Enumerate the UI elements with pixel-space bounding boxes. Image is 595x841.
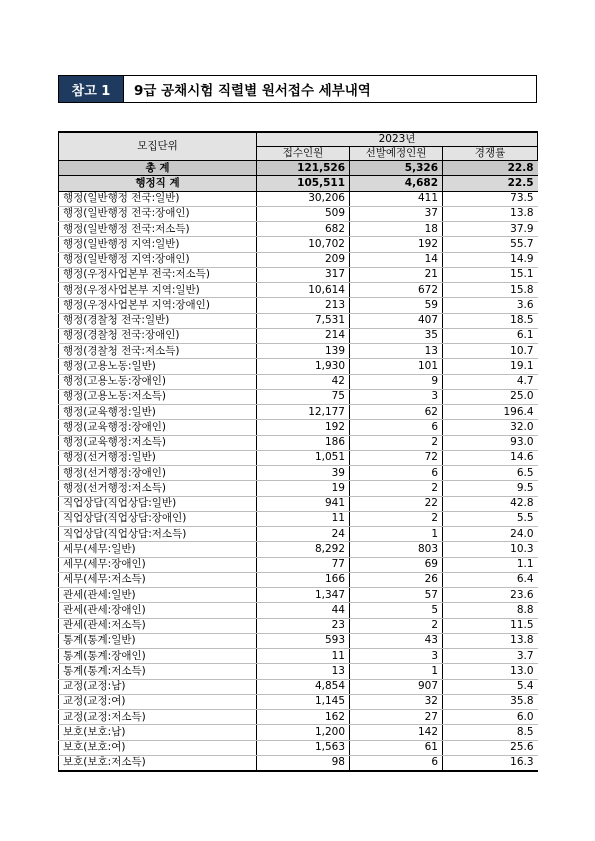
table-row — [59, 542, 538, 557]
unit-name-cell: 직업상담(직업상담:저소득) — [59, 527, 257, 542]
rate-cell: 6.1 — [443, 328, 538, 343]
planned-cell: 3 — [350, 649, 443, 664]
planned-cell: 59 — [350, 298, 443, 313]
applicants-cell: 30,206 — [257, 191, 350, 206]
rate-cell: 25.0 — [443, 389, 538, 404]
planned-cell: 907 — [350, 679, 443, 694]
rate-cell: 93.0 — [443, 435, 538, 450]
table-row — [59, 511, 538, 526]
unit-name-cell: 통계(통계:장애인) — [59, 649, 257, 664]
rate-cell: 42.8 — [443, 496, 538, 511]
rate-cell: 14.9 — [443, 252, 538, 267]
unit-name-cell: 교정(교정:남) — [59, 679, 257, 694]
table-row — [59, 328, 538, 343]
table-row — [59, 588, 538, 603]
rate-cell: 9.5 — [443, 481, 538, 496]
planned-cell: 72 — [350, 450, 443, 465]
rate-cell: 32.0 — [443, 420, 538, 435]
applicants-cell: 39 — [257, 466, 350, 481]
total-row — [59, 161, 538, 176]
applicants-cell: 10,614 — [257, 283, 350, 298]
planned-cell: 2 — [350, 481, 443, 496]
unit-name-cell: 보호(보호:남) — [59, 725, 257, 740]
table-row — [59, 664, 538, 679]
applicants-cell: 7,531 — [257, 313, 350, 328]
unit-name-cell: 행정(경찰청 전국:저소득) — [59, 344, 257, 359]
applicants-cell: 42 — [257, 374, 350, 389]
planned-cell: 2 — [350, 435, 443, 450]
applicants-cell: 10,702 — [257, 237, 350, 252]
table-row — [59, 755, 538, 771]
rate-cell: 37.9 — [443, 222, 538, 237]
rate-cell: 1.1 — [443, 557, 538, 572]
rate-cell: 6.4 — [443, 572, 538, 587]
planned-cell: 43 — [350, 633, 443, 648]
planned-cell: 803 — [350, 542, 443, 557]
table-row — [59, 527, 538, 542]
rate-cell: 15.1 — [443, 267, 538, 282]
applicants-cell: 12,177 — [257, 405, 350, 420]
planned-cell: 3 — [350, 389, 443, 404]
applicants-cell: 162 — [257, 710, 350, 725]
table-row — [59, 237, 538, 252]
unit-name-cell: 행정(일반행정 전국:저소득) — [59, 222, 257, 237]
unit-name-cell: 통계(통계:저소득) — [59, 664, 257, 679]
planned-cell: 22 — [350, 496, 443, 511]
rate-cell: 16.3 — [443, 755, 538, 771]
table-row — [59, 740, 538, 755]
unit-name-cell: 행정(일반행정 지역:장애인) — [59, 252, 257, 267]
applicants-cell: 166 — [257, 572, 350, 587]
total-label: 총 계 — [59, 161, 257, 176]
unit-name-cell: 행정(교육행정:저소득) — [59, 435, 257, 450]
applicants-cell: 11 — [257, 511, 350, 526]
rate-cell: 3.6 — [443, 298, 538, 313]
total-applicants: 121,526 — [257, 161, 350, 176]
applicants-cell: 98 — [257, 755, 350, 771]
unit-name-cell: 행정(선거행정:저소득) — [59, 481, 257, 496]
planned-cell: 407 — [350, 313, 443, 328]
rate-cell: 35.8 — [443, 694, 538, 709]
applicants-cell: 1,347 — [257, 588, 350, 603]
total-planned: 5,326 — [350, 161, 443, 176]
rate-cell: 55.7 — [443, 237, 538, 252]
table-row — [59, 694, 538, 709]
applicants-cell: 8,292 — [257, 542, 350, 557]
unit-name-cell: 세무(세무:장애인) — [59, 557, 257, 572]
unit-name-cell: 보호(보호:저소득) — [59, 755, 257, 771]
planned-cell: 2 — [350, 511, 443, 526]
page-title: 9급 공채시험 직렬별 원서접수 세부내역 — [134, 83, 371, 99]
unit-name-cell: 행정(일반행정 지역:일반) — [59, 237, 257, 252]
applicants-cell: 24 — [257, 527, 350, 542]
table-row — [59, 618, 538, 633]
planned-header: 선발예정인원 — [350, 147, 443, 161]
planned-cell: 1 — [350, 527, 443, 542]
unit-name-cell: 교정(교정:여) — [59, 694, 257, 709]
planned-cell: 6 — [350, 755, 443, 771]
planned-cell: 21 — [350, 267, 443, 282]
rate-cell: 8.8 — [443, 603, 538, 618]
unit-name-cell: 행정(고용노동:저소득) — [59, 389, 257, 404]
unit-name-cell: 행정(경찰청 전국:장애인) — [59, 328, 257, 343]
planned-cell: 27 — [350, 710, 443, 725]
unit-name-cell: 관세(관세:저소득) — [59, 618, 257, 633]
table-row — [59, 572, 538, 587]
unit-name-cell: 행정(고용노동:장애인) — [59, 374, 257, 389]
rate-cell: 15.8 — [443, 283, 538, 298]
planned-cell: 6 — [350, 466, 443, 481]
unit-header: 모집단위 — [59, 132, 257, 161]
subtotal-applicants: 105,511 — [257, 176, 350, 191]
applicants-cell: 941 — [257, 496, 350, 511]
applicants-cell: 317 — [257, 267, 350, 282]
applicants-cell: 192 — [257, 420, 350, 435]
table-row — [59, 359, 538, 374]
planned-cell: 57 — [350, 588, 443, 603]
rate-cell: 6.5 — [443, 466, 538, 481]
table-row — [59, 450, 538, 465]
table-row — [59, 313, 538, 328]
subtotal-label: 행정직 계 — [59, 176, 257, 191]
rate-cell: 8.5 — [443, 725, 538, 740]
table-row — [59, 435, 538, 450]
planned-cell: 61 — [350, 740, 443, 755]
unit-name-cell: 행정(우정사업본부 지역:일반) — [59, 283, 257, 298]
rate-cell: 4.7 — [443, 374, 538, 389]
application-table — [58, 131, 538, 772]
table-row — [59, 633, 538, 648]
table-row — [59, 405, 538, 420]
applicants-cell: 75 — [257, 389, 350, 404]
rate-cell: 19.1 — [443, 359, 538, 374]
unit-name-cell: 통계(통계:일반) — [59, 633, 257, 648]
planned-cell: 18 — [350, 222, 443, 237]
rate-cell: 73.5 — [443, 191, 538, 206]
table-row — [59, 420, 538, 435]
table-row — [59, 267, 538, 282]
planned-cell: 192 — [350, 237, 443, 252]
planned-cell: 411 — [350, 191, 443, 206]
unit-name-cell: 교정(교정:저소득) — [59, 710, 257, 725]
applicants-cell: 13 — [257, 664, 350, 679]
rate-cell: 196.4 — [443, 405, 538, 420]
planned-cell: 5 — [350, 603, 443, 618]
unit-name-cell: 행정(교육행정:장애인) — [59, 420, 257, 435]
table-row — [59, 481, 538, 496]
planned-cell: 62 — [350, 405, 443, 420]
applicants-cell: 509 — [257, 206, 350, 221]
unit-name-cell: 행정(선거행정:일반) — [59, 450, 257, 465]
applicants-header: 접수인원 — [257, 147, 350, 161]
table-row — [59, 725, 538, 740]
table-row — [59, 389, 538, 404]
rate-cell: 24.0 — [443, 527, 538, 542]
rate-cell: 10.7 — [443, 344, 538, 359]
applicants-cell: 186 — [257, 435, 350, 450]
rate-cell: 5.5 — [443, 511, 538, 526]
rate-cell: 13.8 — [443, 633, 538, 648]
table-row — [59, 496, 538, 511]
planned-cell: 101 — [350, 359, 443, 374]
applicants-cell: 213 — [257, 298, 350, 313]
unit-name-cell: 행정(고용노동:일반) — [59, 359, 257, 374]
applicants-cell: 23 — [257, 618, 350, 633]
table-row — [59, 374, 538, 389]
table-row — [59, 283, 538, 298]
subtotal-planned: 4,682 — [350, 176, 443, 191]
unit-name-cell: 세무(세무:저소득) — [59, 572, 257, 587]
unit-name-cell: 행정(우정사업본부 지역:장애인) — [59, 298, 257, 313]
table-row — [59, 191, 538, 206]
applicants-cell: 139 — [257, 344, 350, 359]
applicants-cell: 1,930 — [257, 359, 350, 374]
title-box — [58, 75, 537, 103]
rate-cell: 23.6 — [443, 588, 538, 603]
planned-cell: 26 — [350, 572, 443, 587]
applicants-cell: 1,200 — [257, 725, 350, 740]
planned-cell: 14 — [350, 252, 443, 267]
planned-cell: 9 — [350, 374, 443, 389]
subtotal-row — [59, 176, 538, 191]
total-rate: 22.8 — [443, 161, 538, 176]
table-row — [59, 206, 538, 221]
unit-name-cell: 행정(교육행정:일반) — [59, 405, 257, 420]
planned-cell: 37 — [350, 206, 443, 221]
planned-cell: 1 — [350, 664, 443, 679]
unit-name-cell: 세무(세무:일반) — [59, 542, 257, 557]
unit-name-cell: 행정(일반행정 전국:장애인) — [59, 206, 257, 221]
unit-name-cell: 행정(일반행정 전국:일반) — [59, 191, 257, 206]
planned-cell: 672 — [350, 283, 443, 298]
rate-cell: 5.4 — [443, 679, 538, 694]
table-row — [59, 603, 538, 618]
rate-cell: 11.5 — [443, 618, 538, 633]
planned-cell: 69 — [350, 557, 443, 572]
table-row — [59, 649, 538, 664]
table-row — [59, 679, 538, 694]
planned-cell: 32 — [350, 694, 443, 709]
table-row — [59, 252, 538, 267]
planned-cell: 2 — [350, 618, 443, 633]
unit-name-cell: 행정(선거행정:장애인) — [59, 466, 257, 481]
table-row — [59, 466, 538, 481]
unit-name-cell: 관세(관세:장애인) — [59, 603, 257, 618]
year-header: 2023년 — [257, 132, 538, 147]
rate-header: 경쟁률 — [443, 147, 538, 161]
applicants-cell: 1,051 — [257, 450, 350, 465]
applicants-cell: 1,145 — [257, 694, 350, 709]
applicants-cell: 682 — [257, 222, 350, 237]
applicants-cell: 4,854 — [257, 679, 350, 694]
rate-cell: 13.0 — [443, 664, 538, 679]
rate-cell: 18.5 — [443, 313, 538, 328]
unit-name-cell: 직업상담(직업상담:일반) — [59, 496, 257, 511]
applicants-cell: 19 — [257, 481, 350, 496]
table-row — [59, 298, 538, 313]
rate-cell: 13.8 — [443, 206, 538, 221]
table-row — [59, 222, 538, 237]
unit-name-cell: 보호(보호:여) — [59, 740, 257, 755]
planned-cell: 35 — [350, 328, 443, 343]
applicants-cell: 214 — [257, 328, 350, 343]
applicants-cell: 1,563 — [257, 740, 350, 755]
subtotal-rate: 22.5 — [443, 176, 538, 191]
planned-cell: 142 — [350, 725, 443, 740]
unit-name-cell: 관세(관세:일반) — [59, 588, 257, 603]
unit-name-cell: 행정(우정사업본부 전국:저소득) — [59, 267, 257, 282]
applicants-cell: 593 — [257, 633, 350, 648]
applicants-cell: 209 — [257, 252, 350, 267]
rate-cell: 25.6 — [443, 740, 538, 755]
table-row — [59, 344, 538, 359]
reference-tag: 참고 1 — [59, 76, 124, 102]
rate-cell: 6.0 — [443, 710, 538, 725]
table-row — [59, 710, 538, 725]
planned-cell: 13 — [350, 344, 443, 359]
rate-cell: 3.7 — [443, 649, 538, 664]
rate-cell: 10.3 — [443, 542, 538, 557]
rate-cell: 14.6 — [443, 450, 538, 465]
applicants-cell: 44 — [257, 603, 350, 618]
unit-name-cell: 행정(경찰청 전국:일반) — [59, 313, 257, 328]
planned-cell: 6 — [350, 420, 443, 435]
table-row — [59, 557, 538, 572]
applicants-cell: 11 — [257, 649, 350, 664]
unit-name-cell: 직업상담(직업상담:장애인) — [59, 511, 257, 526]
applicants-cell: 77 — [257, 557, 350, 572]
